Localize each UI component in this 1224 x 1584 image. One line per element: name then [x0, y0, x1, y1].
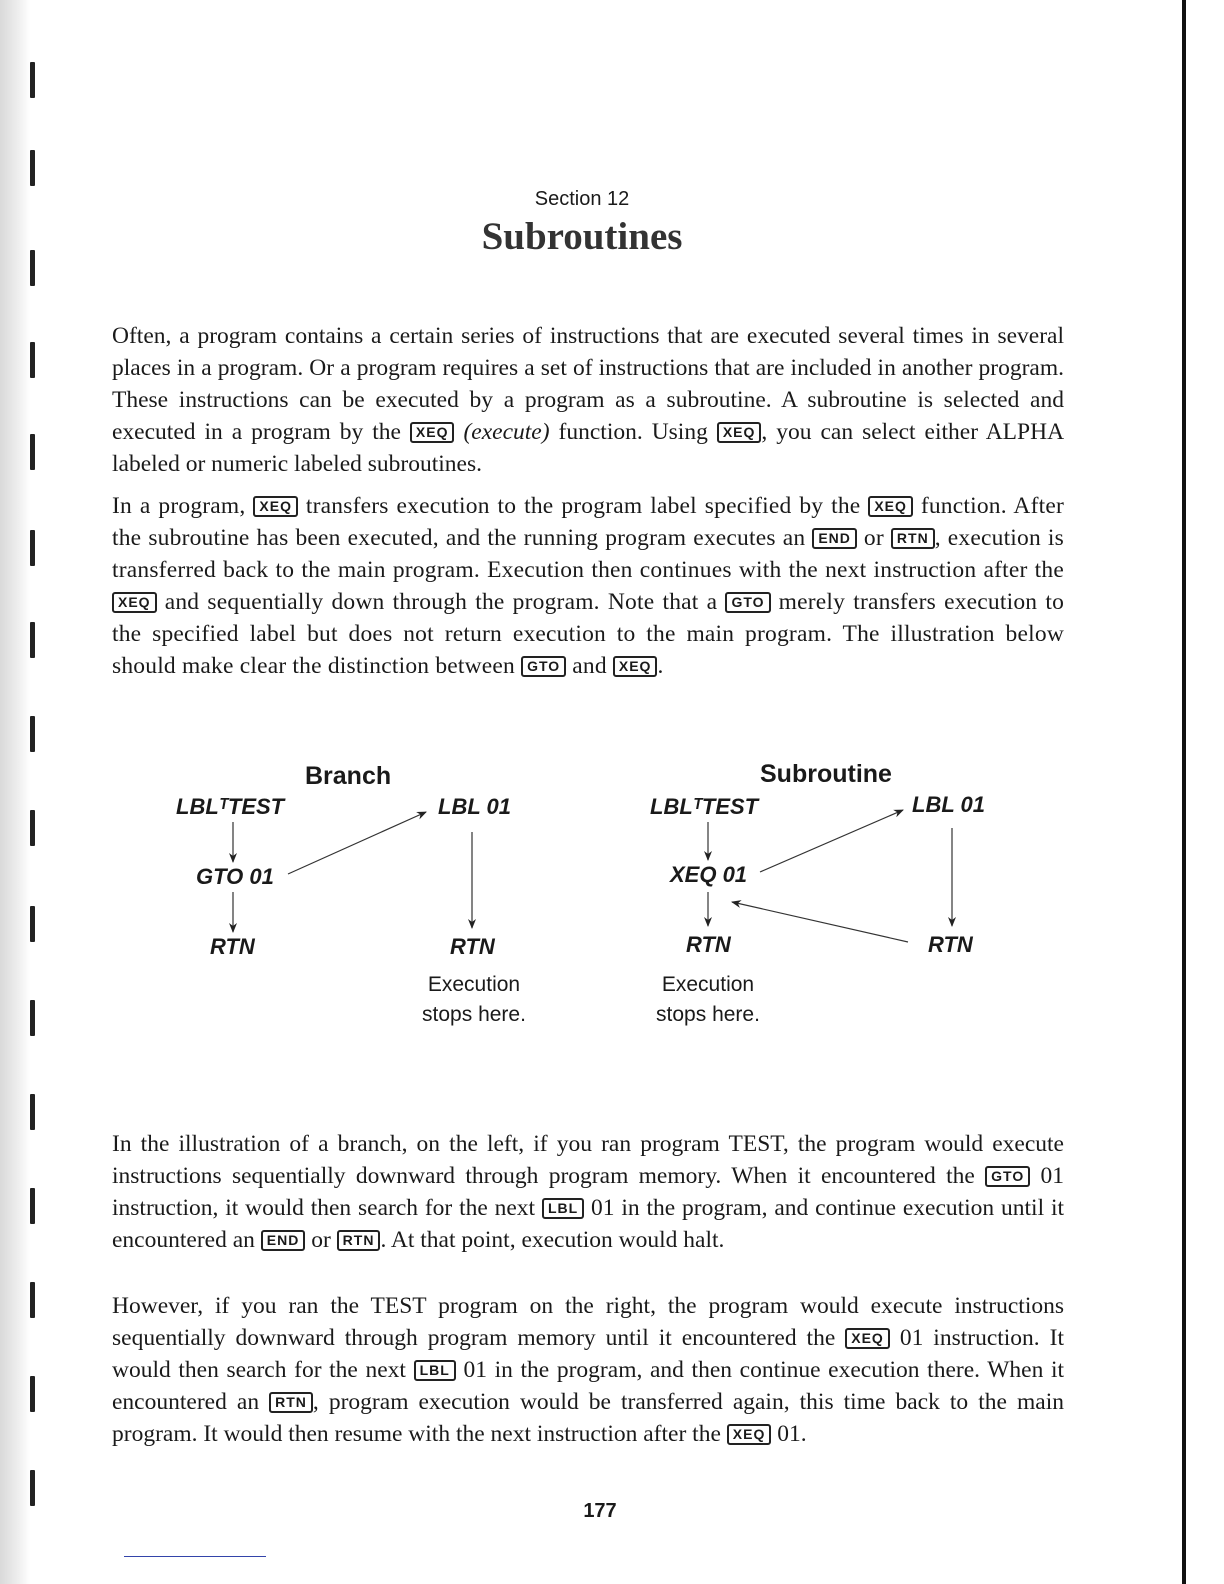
gto-key: GTO: [521, 656, 566, 677]
binding-hole: [30, 530, 35, 566]
binding-hole: [30, 716, 35, 752]
lbl-key: LBL: [542, 1198, 584, 1219]
subroutine-right-rtn: RTN: [928, 932, 973, 957]
binding-hole: [30, 1282, 35, 1318]
subroutine-target-label: LBL 01: [912, 792, 985, 817]
subroutine-heading: Subroutine: [760, 760, 892, 788]
subroutine-start-label: LBLᵀTEST: [650, 794, 759, 819]
xeq-key: XEQ: [613, 656, 658, 677]
section-label: Section 12: [534, 188, 630, 210]
subroutine-return-arrow: [732, 902, 908, 942]
subroutine-stop-note: Execution stops here.: [656, 973, 760, 1026]
branch-jump-arrow: [288, 812, 426, 874]
rtn-key: RTN: [337, 1230, 381, 1251]
page-edge: [1182, 0, 1186, 1584]
end-key: END: [812, 528, 857, 549]
subroutine-left-rtn: RTN: [686, 932, 731, 957]
branch-left-rtn: RTN: [210, 934, 255, 959]
xeq-key: XEQ: [727, 1424, 772, 1445]
binding-hole: [30, 1188, 35, 1224]
binding-hole: [30, 810, 35, 846]
binding-hole: [30, 1376, 35, 1412]
binding-hole: [30, 1094, 35, 1130]
binding-hole: [30, 1000, 35, 1036]
binding-hole: [30, 622, 35, 658]
rtn-key: RTN: [269, 1392, 313, 1413]
xeq-key: XEQ: [410, 422, 455, 443]
subroutine-call-arrow: [760, 810, 903, 872]
binding-hole: [30, 342, 35, 378]
end-key: END: [261, 1230, 306, 1251]
branch-start-label: LBLᵀTEST: [176, 794, 285, 819]
paragraph-xeq-explanation: In a program, XEQ transfers execution to the program label specified by the XEQ function. After the subroutine has been executed, and the running program executes an END or RTN , execution is transferred back to the main program. Execution then continues with the next instruction after the XEQ and sequentially down through the program. Note that a GTO merely transfers execution to the specified label but does not return execution to the main program. The illustration below should make clear the distinction between GTO and XEQ .: [112, 493, 1065, 679]
footer-rule: [124, 1556, 266, 1557]
xeq-key: XEQ: [253, 496, 298, 517]
rtn-key: RTN: [891, 528, 935, 549]
paragraph-subroutine-explanation: However, if you ran the TEST program on the right, the program would execute instructions sequentially downward through program memory until it encountered the XEQ 01 instruction. It would then search for the next LBL 01 in the program, and then continue execution there. When it encountered an RTN , program execution would be transferred again, this time back to the main program. It would then resume with the next instruction after the XEQ 01.: [112, 1293, 1065, 1447]
xeq-key: XEQ: [868, 496, 913, 517]
binding-hole: [30, 150, 35, 186]
lbl-key: LBL: [414, 1360, 456, 1381]
page-title: Subroutines: [481, 215, 683, 258]
xeq-key: XEQ: [845, 1328, 890, 1349]
branch-gto-instruction: GTO 01: [196, 864, 274, 889]
subroutine-xeq-instruction: XEQ 01: [670, 862, 748, 887]
branch-target-label: LBL 01: [438, 794, 511, 819]
branch-heading: Branch: [305, 762, 392, 790]
gto-key: GTO: [725, 592, 770, 613]
binding-hole: [30, 906, 35, 942]
binding-hole: [30, 434, 35, 470]
xeq-key: XEQ: [717, 422, 762, 443]
branch-right-rtn: RTN: [450, 934, 495, 959]
binding-hole: [30, 62, 35, 98]
branch-stop-note: Execution stops here.: [422, 973, 526, 1026]
paragraph-intro: Often, a program contains a certain series of instructions that are executed several times in several places in a program. Or a program requires a set of instructions that are included in another program. These instructions can be executed by a program as a subroutine. A subroutine is selected and executed in a program by the XEQ (execute) function. Using XEQ , you can select either ALPHA labeled or numeric labeled subroutines.: [112, 323, 1065, 477]
paragraph-branch-explanation: In the illustration of a branch, on the left, if you ran program TEST, the program would execute instructions sequentially downward through program memory. When it encountered the GTO 01 instruction, it would then search for the next LBL 01 in the program, and continue execution until it encountered an END or RTN . At that point, execution would halt.: [112, 1131, 1065, 1253]
xeq-key: XEQ: [112, 592, 157, 613]
gto-key: GTO: [985, 1166, 1030, 1187]
page-number: 177: [583, 1500, 617, 1522]
